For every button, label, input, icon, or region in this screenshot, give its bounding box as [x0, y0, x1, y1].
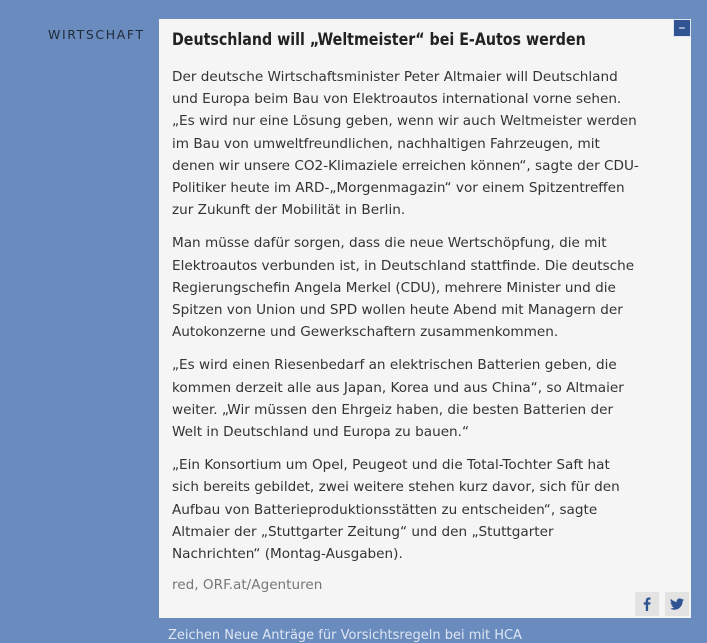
twitter-icon [670, 597, 684, 611]
story-source: red, ORF.at/Agenturen [172, 577, 323, 593]
story-card [159, 19, 691, 618]
next-story-teaser[interactable]: Zeichen Neue Anträge für Vorsichtsregeln bei mit HCA [168, 628, 522, 643]
text-line: weiter. „Wir müssen den Ehrgeiz haben, die besten Batterien der [172, 401, 614, 418]
collapse-button[interactable]: – [673, 19, 691, 37]
text-line: Nachrichten“ (Montag-Ausgaben). [172, 546, 403, 563]
paragraph [172, 232, 692, 343]
text-line: Welt in Deutschland und Europa zu bauen.“ [172, 424, 470, 441]
text-line: „Es wird nur eine Lösung geben, wenn wir auch Weltmeister werden [172, 113, 637, 130]
paragraph [172, 66, 692, 221]
text-line: Spitzen von Union und SPD wollen heute Abend mit Managern der [172, 302, 623, 319]
facebook-icon [640, 597, 654, 611]
text-line: zur Zukunft der Mobilität in Berlin. [172, 202, 406, 219]
text-line: denen wir unsere CO2-Klimaziele erreichen können“, sagte der CDU- [172, 157, 639, 174]
text-line: Altmaier der „Stuttgarter Zeitung“ und den „Stuttgarter [172, 523, 554, 540]
text-line: sich bereits gebildet, zwei weitere stehen kurz davor, sich für den [172, 479, 620, 496]
text-line: im Bau von umweltfreundlichen, nachhaltigen Fahrzeugen, mit [172, 135, 600, 152]
category-label: WIRTSCHAFT [48, 27, 145, 42]
paragraph [172, 354, 692, 443]
story-body [172, 66, 692, 576]
text-line: „Es wird einen Riesenbedarf an elektrischen Batterien geben, die [172, 357, 617, 374]
text-line: „Ein Konsortium um Opel, Peugeot und die Total-Tochter Saft hat [172, 457, 610, 474]
share-twitter-button[interactable] [665, 592, 689, 616]
share-facebook-button[interactable] [635, 592, 659, 616]
text-line: Der deutsche Wirtschaftsminister Peter Altmaier will Deutschland [172, 69, 618, 85]
text-line: und Europa beim Bau von Elektroautos international vorne sehen. [172, 91, 622, 108]
text-line: Politiker heute im ARD-„Morgenmagazin“ vor einem Spitzentreffen [172, 180, 625, 197]
text-line: Elektroautos verbunden ist, in Deutschland stattfinde. Die deutsche [172, 257, 635, 274]
paragraph [172, 454, 692, 565]
text-line: Regierungschefin Angela Merkel (CDU), mehrere Minister und die [172, 279, 616, 296]
text-line: Aufbau von Batterieproduktionsstätten zu entscheiden“, sagte [172, 501, 598, 518]
text-line: kommen derzeit alle aus Japan, Korea und aus China“, so Altmaier [172, 379, 624, 396]
text-line: Man müsse dafür sorgen, dass die neue Wertschöpfung, die mit [172, 235, 607, 252]
text-line: Autokonzerne und Gewerkschaftern zusammenkommen. [172, 324, 559, 341]
story-headline: Deutschland will „Weltmeister“ bei E-Autos werden [172, 30, 586, 50]
